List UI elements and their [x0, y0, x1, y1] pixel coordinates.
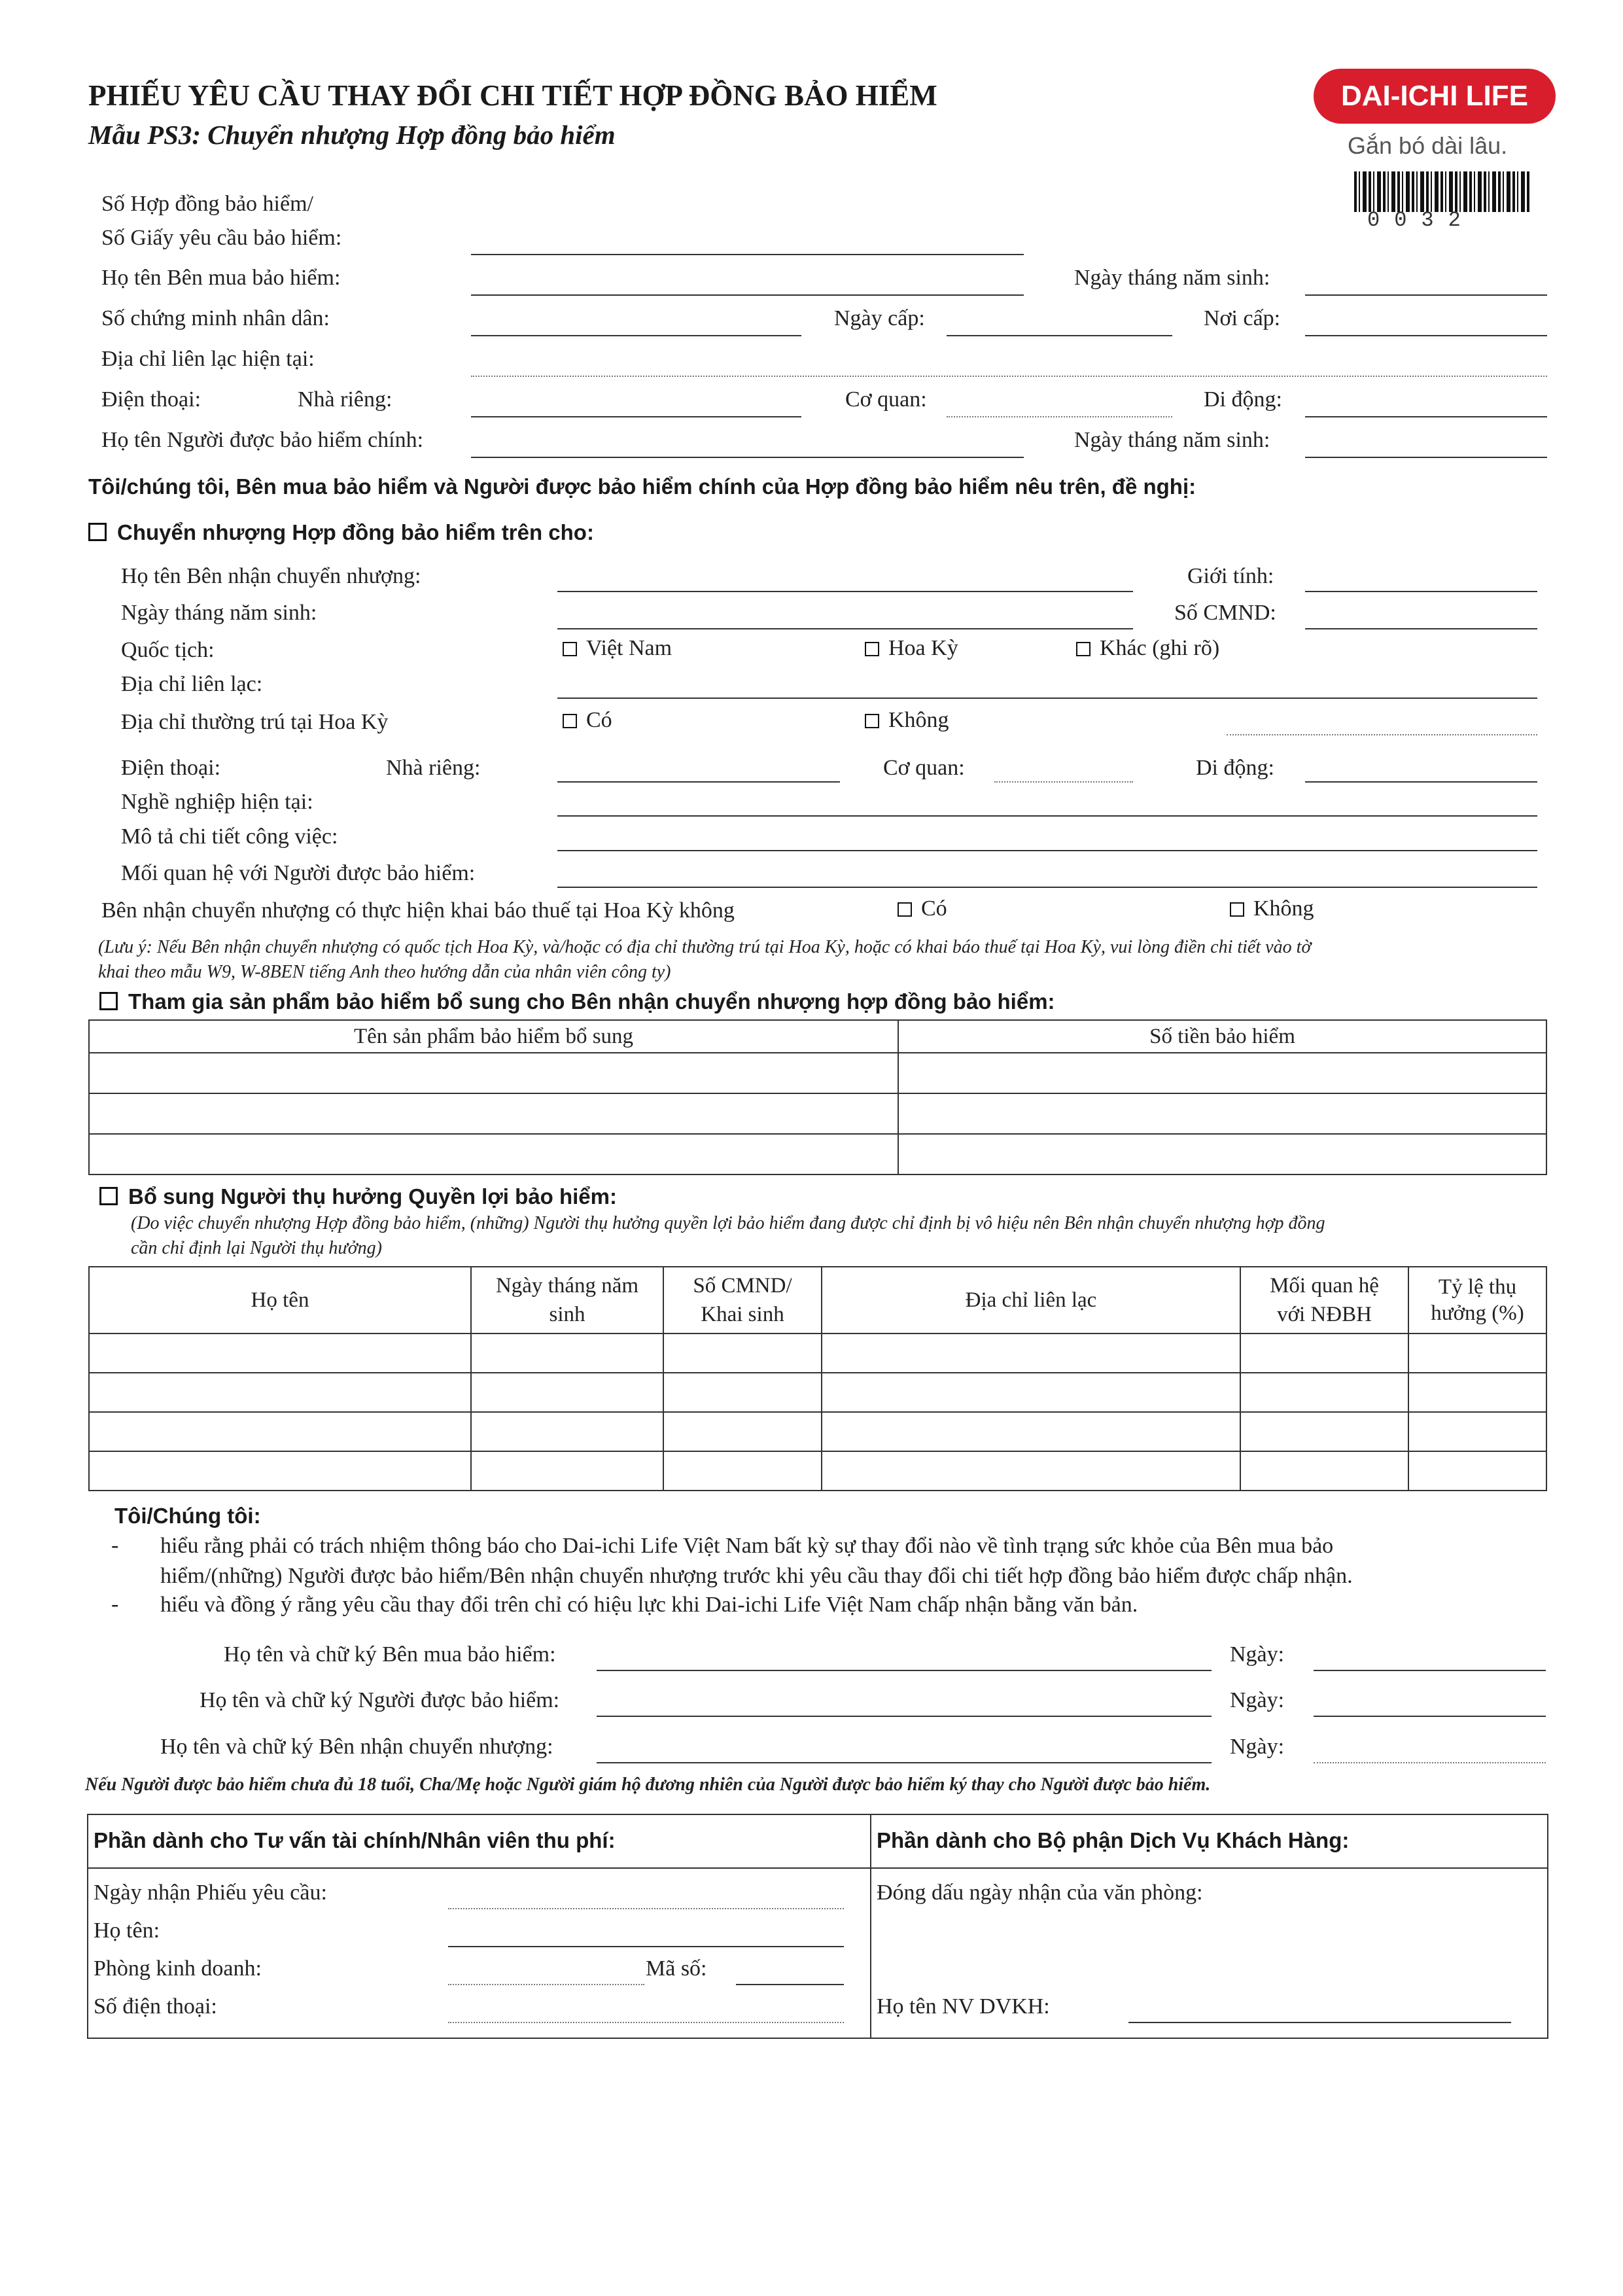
- ben-cell[interactable]: [471, 1373, 663, 1412]
- received-date-label: Ngày nhận Phiếu yêu cầu:: [94, 1881, 327, 1905]
- gender-field[interactable]: [1305, 591, 1537, 592]
- transfer-heading-label: Chuyển nhượng Hợp đồng bảo hiểm trên cho:: [117, 520, 594, 544]
- sig-transferee-label: Họ tên và chữ ký Bên nhận chuyển nhượng:: [160, 1735, 553, 1759]
- transferee-office-field[interactable]: [994, 781, 1133, 783]
- nationality-other-option[interactable]: [1076, 636, 1219, 661]
- contract-no-label-2: Số Giấy yêu cầu bảo hiểm:: [101, 226, 342, 250]
- ben-col-id-2: Khai sinh: [701, 1303, 784, 1326]
- ben-col-id: [663, 1267, 822, 1333]
- beneficiary-note-1: (Do việc chuyển nhượng Hợp đồng bảo hiểm, (những) Người thụ hưởng quyền lợi bảo hiểm đang được chỉ định bị vô hiệu nên Bên nhận chuyển nhượng hợp đồng: [131, 1213, 1325, 1233]
- us-tax-yes-text: Có: [921, 896, 947, 921]
- us-tax-no[interactable]: [1230, 896, 1314, 921]
- agent-name-label: Họ tên:: [94, 1918, 160, 1943]
- sales-office-field[interactable]: [448, 1984, 644, 1985]
- office-use-divider-v: [870, 1815, 871, 2038]
- ben-cell[interactable]: [822, 1412, 1240, 1451]
- nationality-vn-text: Việt Nam: [586, 636, 672, 660]
- us-residence-no[interactable]: [865, 708, 949, 733]
- ben-col-name: Họ tên: [89, 1267, 471, 1333]
- beneficiary-note-2: cần chỉ định lại Người thụ hưởng): [131, 1238, 382, 1258]
- ben-cell[interactable]: [89, 1373, 471, 1412]
- us-residence-yes-text: Có: [586, 708, 612, 732]
- ben-cell[interactable]: [822, 1373, 1240, 1412]
- rider-heading: [99, 989, 1055, 1014]
- issue-place-label: Nơi cấp:: [1204, 306, 1281, 330]
- ben-cell[interactable]: [822, 1333, 1240, 1373]
- agent-code-field[interactable]: [736, 1984, 844, 1985]
- id-no-label: Số chứng minh nhân dân:: [101, 306, 330, 330]
- us-residence-field[interactable]: [1227, 734, 1537, 735]
- us-tax-yes-checkbox[interactable]: [898, 902, 912, 917]
- ben-cell[interactable]: [663, 1333, 822, 1373]
- us-tax-note-2: khai theo mẫu W9, W-8BEN tiếng Anh theo hướng dẫn của nhân viên công ty): [98, 962, 671, 982]
- address-label: Địa chỉ liên lạc hiện tại:: [101, 347, 315, 371]
- occupation-field[interactable]: [557, 815, 1537, 817]
- ben-col-rel-2: với NĐBH: [1277, 1303, 1372, 1326]
- ben-col-dob-1: Ngày tháng năm: [495, 1274, 639, 1298]
- nationality-other-text: Khác (ghi rõ): [1100, 636, 1220, 660]
- barcode-digits: 0032: [1367, 208, 1475, 232]
- rider-cell[interactable]: [898, 1093, 1546, 1134]
- us-tax-note-1: (Lưu ý: Nếu Bên nhận chuyển nhượng có quốc tịch Hoa Kỳ, và/hoặc có địa chỉ thường trú tại Hoa Kỳ, hoặc có khai báo thuế tại Hoa Kỳ, vui lòng điền chi tiết vào tờ: [98, 937, 1312, 957]
- phone-label: Điện thoại:: [101, 387, 201, 412]
- relation-field[interactable]: [557, 887, 1537, 888]
- us-tax-label: Bên nhận chuyển nhượng có thực hiện khai báo thuế tại Hoa Kỳ không: [101, 898, 735, 923]
- ben-col-dob-2: sinh: [549, 1303, 585, 1326]
- rider-col-name: Tên sản phẩm bảo hiểm bổ sung: [89, 1020, 898, 1053]
- home-phone-field[interactable]: [471, 416, 801, 417]
- issue-date-field[interactable]: [947, 335, 1172, 336]
- nationality-other-checkbox[interactable]: [1076, 642, 1091, 656]
- us-residence-yes[interactable]: [563, 708, 612, 733]
- transfer-heading: [88, 520, 594, 545]
- cs-staff-field[interactable]: [1128, 2022, 1511, 2023]
- bullet-dash-1: -: [111, 1533, 119, 1557]
- ben-cell[interactable]: [1240, 1412, 1408, 1451]
- transferee-home-label: Nhà riêng:: [386, 756, 481, 780]
- issue-place-field[interactable]: [1305, 335, 1547, 336]
- office-use-box: [87, 1814, 1548, 2039]
- sig-insured-label: Họ tên và chữ ký Người được bảo hiểm:: [200, 1688, 560, 1712]
- rider-checkbox[interactable]: [99, 992, 118, 1010]
- ben-col-id-1: Số CMND/: [693, 1274, 792, 1298]
- gender-label: Giới tính:: [1187, 564, 1274, 588]
- ben-cell[interactable]: [1240, 1373, 1408, 1412]
- ben-cell[interactable]: [89, 1412, 471, 1451]
- office-phone-label: Cơ quan:: [845, 387, 927, 412]
- ben-col-pct: [1408, 1267, 1546, 1333]
- nationality-label: Quốc tịch:: [121, 638, 215, 662]
- transferee-phone-label: Điện thoại:: [121, 756, 221, 780]
- us-tax-yes[interactable]: [898, 896, 947, 921]
- declaration-bullet-1a: hiểu rằng phải có trách nhiệm thông báo cho Dai-ichi Life Việt Nam bất kỳ sự thay đổi nào về tình trạng sức khỏe của Bên mua bảo: [160, 1534, 1334, 1558]
- ben-col-dob: [471, 1267, 663, 1333]
- rider-cell[interactable]: [89, 1053, 898, 1093]
- transferee-dob-field[interactable]: [557, 628, 1133, 629]
- request-intro: Tôi/chúng tôi, Bên mua bảo hiểm và Người được bảo hiểm chính của Hợp đồng bảo hiểm nêu trên, đề nghị:: [88, 474, 1196, 499]
- sig-insured-date-label: Ngày:: [1230, 1688, 1285, 1712]
- nationality-us-checkbox[interactable]: [865, 642, 879, 656]
- buyer-name-label: Họ tên Bên mua bảo hiểm:: [101, 266, 341, 290]
- ben-cell[interactable]: [1240, 1451, 1408, 1491]
- agent-phone-field[interactable]: [448, 2022, 844, 2023]
- ben-cell[interactable]: [471, 1451, 663, 1491]
- address-field[interactable]: [471, 376, 1547, 377]
- relation-label: Mối quan hệ với Người được bảo hiểm:: [121, 861, 476, 885]
- rider-cell[interactable]: [898, 1053, 1546, 1093]
- beneficiary-table: [88, 1266, 1547, 1491]
- sig-insured-date-field[interactable]: [1314, 1716, 1546, 1717]
- office-phone-field[interactable]: [947, 416, 1172, 417]
- nationality-vn-option[interactable]: [563, 636, 672, 661]
- ben-col-relation: [1240, 1267, 1408, 1333]
- rider-cell[interactable]: [89, 1093, 898, 1134]
- sig-transferee-field[interactable]: [597, 1762, 1212, 1763]
- transferee-id-field[interactable]: [1305, 628, 1537, 629]
- received-date-field[interactable]: [448, 1908, 844, 1909]
- insured-dob-label: Ngày tháng năm sinh:: [1074, 428, 1270, 452]
- ben-cell[interactable]: [663, 1412, 822, 1451]
- sales-office-label: Phòng kinh doanh:: [94, 1956, 262, 1981]
- sig-transferee-date-field[interactable]: [1314, 1762, 1546, 1763]
- ben-cell[interactable]: [89, 1333, 471, 1373]
- rider-cell[interactable]: [89, 1134, 898, 1174]
- sig-buyer-field[interactable]: [597, 1670, 1212, 1671]
- occupation-label: Nghề nghiệp hiện tại:: [121, 790, 313, 814]
- beneficiary-heading: [99, 1184, 617, 1209]
- rider-col-amount: Số tiền bảo hiểm: [898, 1020, 1546, 1053]
- transferee-office-label: Cơ quan:: [883, 756, 965, 780]
- ben-cell[interactable]: [663, 1451, 822, 1491]
- issue-date-label: Ngày cấp:: [834, 306, 925, 330]
- nationality-us-text: Hoa Kỳ: [888, 636, 958, 660]
- ben-cell[interactable]: [822, 1451, 1240, 1491]
- rider-cell[interactable]: [898, 1134, 1546, 1174]
- agent-code-label: Mã số:: [646, 1956, 707, 1981]
- sig-insured-field[interactable]: [597, 1716, 1212, 1717]
- ben-cell[interactable]: [663, 1373, 822, 1412]
- declaration-bullet-2: hiểu và đồng ý rằng yêu cầu thay đổi trên chỉ có hiệu lực khi Dai-ichi Life Việt Nam chấp nhận bằng văn bản.: [160, 1593, 1138, 1617]
- mobile-label: Di động:: [1204, 387, 1282, 412]
- office-use-divider-h: [88, 1867, 1547, 1869]
- contract-no-label-1: Số Hợp đồng bảo hiểm/: [101, 192, 313, 216]
- beneficiary-checkbox[interactable]: [99, 1187, 118, 1205]
- rider-table: [88, 1019, 1547, 1175]
- ben-cell[interactable]: [1240, 1333, 1408, 1373]
- ben-cell[interactable]: [1408, 1333, 1546, 1373]
- mobile-field[interactable]: [1305, 416, 1547, 417]
- ben-col-address: Địa chỉ liên lạc: [822, 1267, 1240, 1333]
- sig-buyer-date-field[interactable]: [1314, 1670, 1546, 1671]
- transferee-address-field[interactable]: [557, 698, 1537, 699]
- form-title: PHIẾU YÊU CẦU THAY ĐỔI CHI TIẾT HỢP ĐỒNG BẢO HIỂM: [88, 79, 937, 112]
- ben-col-pct-1: Tỷ lệ thụ: [1438, 1275, 1517, 1299]
- transferee-name-field[interactable]: [557, 591, 1133, 592]
- stamp-label: Đóng dấu ngày nhận của văn phòng:: [877, 1881, 1203, 1905]
- minor-note: Nếu Người được bảo hiểm chưa đủ 18 tuổi, Cha/Mẹ hoặc Người giám hộ đương nhiên của Người được bảo hiểm ký thay cho Người được bảo hiểm.: [85, 1775, 1211, 1795]
- transferee-mobile-label: Di động:: [1196, 756, 1274, 780]
- job-detail-field[interactable]: [557, 850, 1537, 851]
- transfer-checkbox[interactable]: [88, 523, 107, 541]
- transferee-mobile-field[interactable]: [1305, 781, 1537, 783]
- office-use-left-heading: Phần dành cho Tư vấn tài chính/Nhân viên thu phí:: [94, 1828, 616, 1852]
- transferee-name-label: Họ tên Bên nhận chuyển nhượng:: [121, 564, 421, 588]
- ben-cell[interactable]: [1408, 1373, 1546, 1412]
- ben-col-rel-1: Mối quan hệ: [1270, 1274, 1379, 1298]
- ben-cell[interactable]: [1408, 1412, 1546, 1451]
- us-tax-no-text: Không: [1253, 896, 1314, 921]
- form-subtitle: Mẫu PS3: Chuyển nhượng Hợp đồng bảo hiểm: [88, 120, 616, 150]
- ben-col-pct-2: hưởng (%): [1431, 1301, 1524, 1325]
- slogan: Gắn bó dài lâu.: [1348, 132, 1508, 159]
- sig-transferee-date-label: Ngày:: [1230, 1735, 1285, 1759]
- us-residence-no-checkbox[interactable]: [865, 714, 879, 728]
- agent-name-field[interactable]: [448, 1946, 844, 1947]
- dai-ichi-life-logo: DAI-ICHI LIFE: [1314, 69, 1556, 124]
- job-detail-label: Mô tả chi tiết công việc:: [121, 824, 338, 849]
- transferee-dob-label: Ngày tháng năm sinh:: [121, 601, 317, 625]
- contract-no-field[interactable]: [471, 254, 1024, 255]
- rider-heading-label: Tham gia sản phẩm bảo hiểm bổ sung cho Bên nhận chuyển nhượng hợp đồng bảo hiểm:: [128, 989, 1055, 1014]
- insured-name-label: Họ tên Người được bảo hiểm chính:: [101, 428, 424, 452]
- buyer-dob-label: Ngày tháng năm sinh:: [1074, 266, 1270, 290]
- declaration-bullet-1b: hiểm/(những) Người được bảo hiểm/Bên nhận chuyển nhượng trước khi yêu cầu thay đổi chi tiết hợp đồng bảo hiểm được chấp nhận.: [160, 1564, 1353, 1588]
- declaration-heading: Tôi/Chúng tôi:: [114, 1504, 261, 1528]
- agent-phone-label: Số điện thoại:: [94, 1994, 217, 2019]
- home-phone-label: Nhà riêng:: [298, 387, 393, 412]
- beneficiary-heading-label: Bổ sung Người thụ hưởng Quyền lợi bảo hiểm:: [128, 1184, 617, 1209]
- us-residence-no-text: Không: [888, 708, 949, 732]
- nationality-us-option[interactable]: [865, 636, 958, 661]
- ben-cell[interactable]: [471, 1333, 663, 1373]
- transferee-address-label: Địa chỉ liên lạc:: [121, 672, 263, 696]
- buyer-name-field[interactable]: [471, 294, 1024, 296]
- ben-cell[interactable]: [1408, 1451, 1546, 1491]
- transferee-id-label: Số CMND:: [1174, 601, 1276, 625]
- cs-staff-label: Họ tên NV DVKH:: [877, 1994, 1050, 2019]
- id-no-field[interactable]: [471, 335, 801, 336]
- buyer-dob-field[interactable]: [1305, 294, 1547, 296]
- ben-cell[interactable]: [471, 1412, 663, 1451]
- sig-buyer-date-label: Ngày:: [1230, 1642, 1285, 1667]
- insured-name-field[interactable]: [471, 457, 1024, 458]
- barcode: [1354, 171, 1531, 212]
- office-use-right-heading: Phần dành cho Bộ phận Dịch Vụ Khách Hàng:: [877, 1828, 1350, 1852]
- transferee-home-field[interactable]: [557, 781, 840, 783]
- us-residence-yes-checkbox[interactable]: [563, 714, 577, 728]
- us-residence-label: Địa chỉ thường trú tại Hoa Kỳ: [121, 710, 389, 734]
- bullet-dash-2: -: [111, 1592, 119, 1616]
- nationality-vn-checkbox[interactable]: [563, 642, 577, 656]
- insured-dob-field[interactable]: [1305, 457, 1547, 458]
- us-tax-no-checkbox[interactable]: [1230, 902, 1244, 917]
- ben-cell[interactable]: [89, 1451, 471, 1491]
- sig-buyer-label: Họ tên và chữ ký Bên mua bảo hiểm:: [224, 1642, 556, 1667]
